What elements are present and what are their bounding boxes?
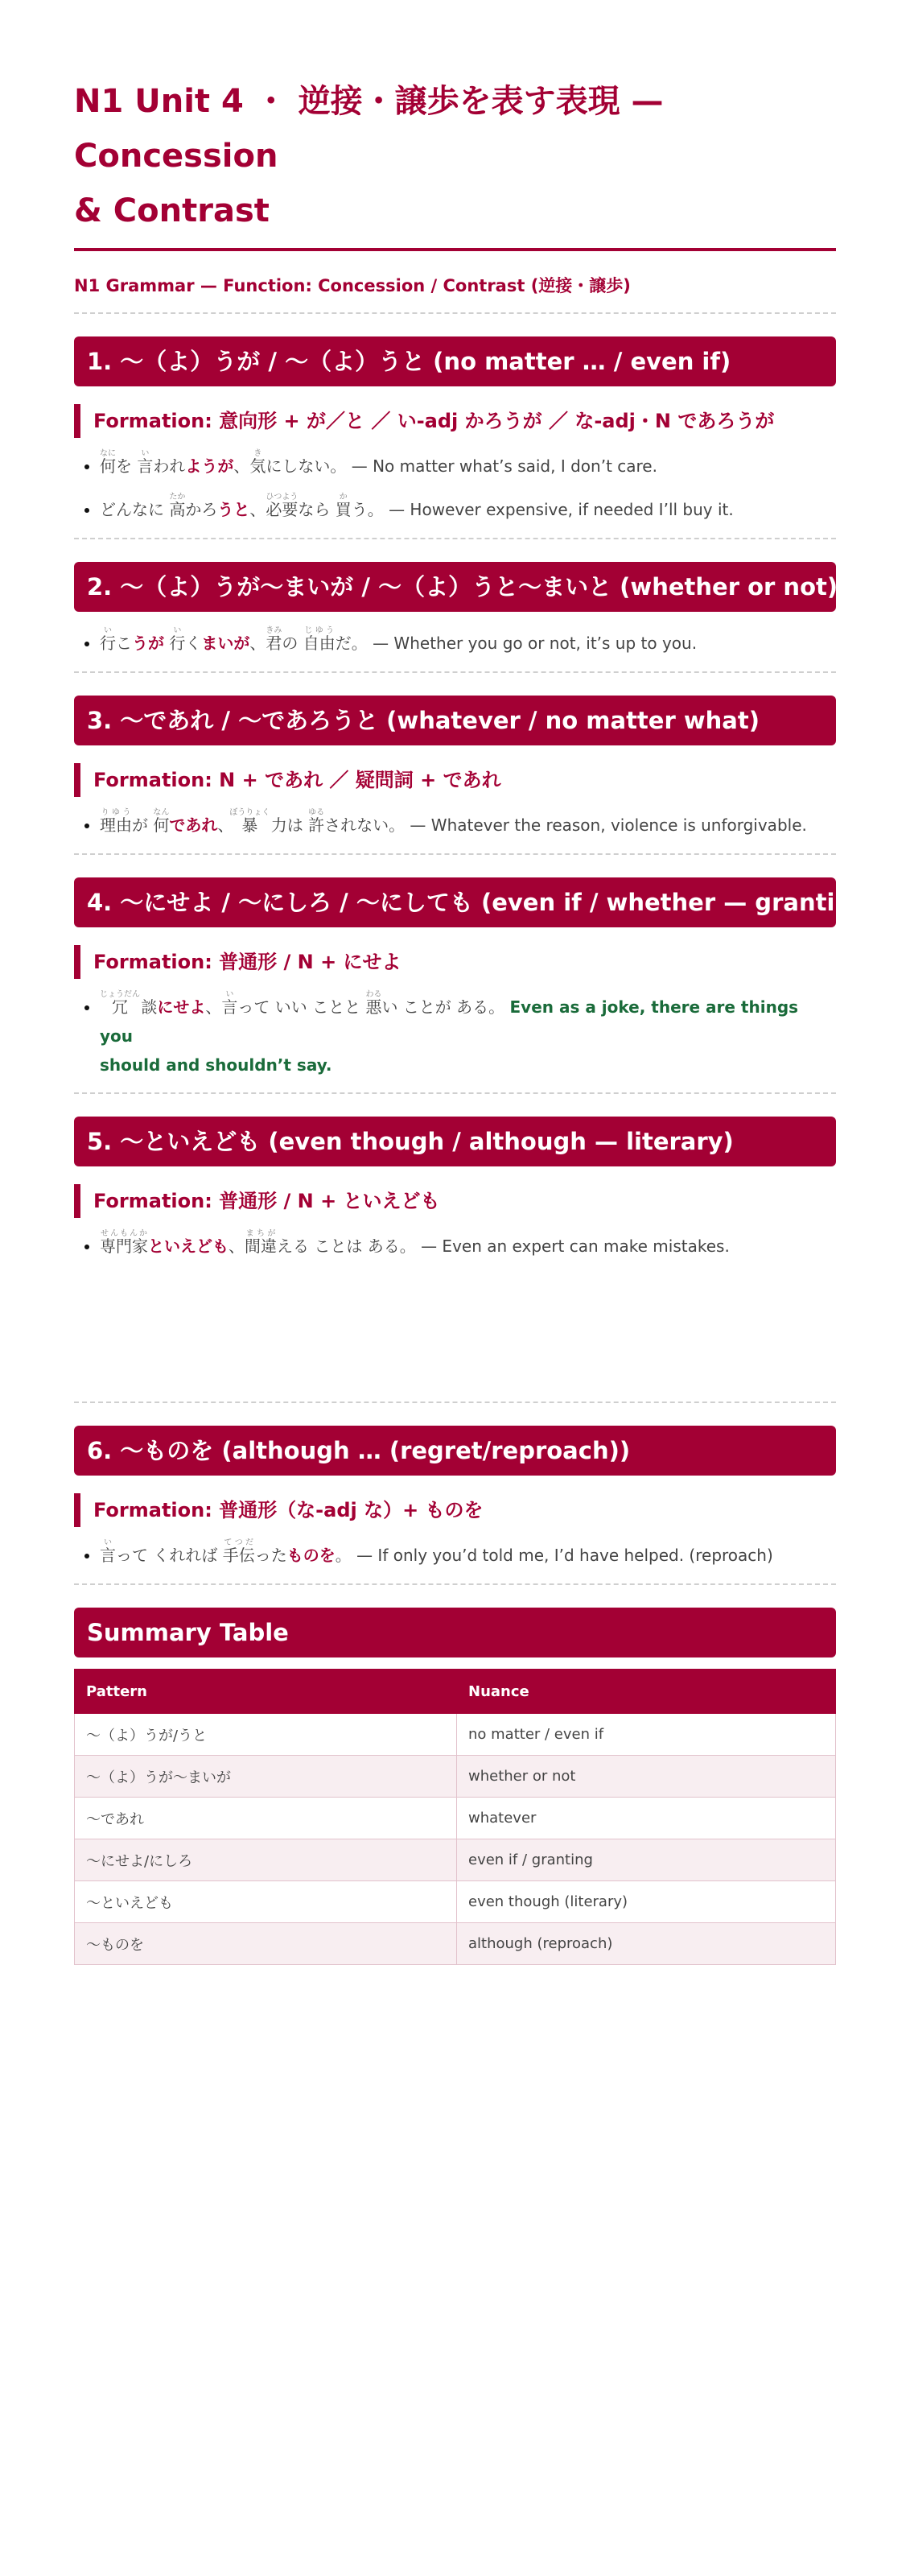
column-header-nuance: Nuance (457, 1670, 836, 1714)
section-5-formation: Formation: 普通形 / N + といえども (74, 1184, 836, 1218)
section-1-formation: Formation: 意向形 + が／と ／ い-adj かろうが ／ な-adj・N であろうが (74, 404, 836, 438)
table-row (75, 1881, 836, 1923)
nuance-cell: whatever (457, 1798, 836, 1839)
divider (74, 312, 836, 314)
translation: should and shouldn’t say. (100, 1055, 332, 1075)
example-sentence: • 何なにを 言いわれようが、気きにしない。 — No matter what’s said, I don’t care. (100, 449, 836, 478)
section-1-examples (74, 449, 836, 522)
example-sentence: • 行いこうが 行いくまいが、君きみの 自由じゆうだ。 — Whether you go or not, it’s up to you. (100, 626, 836, 655)
nuance-cell: no matter / even if (457, 1714, 836, 1756)
pattern-cell: 〜であれ (75, 1798, 457, 1839)
table-header-row (75, 1670, 836, 1714)
page-title: N1 Unit 4 ・ 逆接・譲歩を表す表現 — Concession & Contrast (74, 83, 664, 229)
section-1-heading: 1. 〜（よ）うが / 〜（よ）うと (no matter … / even if) (74, 336, 836, 386)
summary-table (74, 1669, 836, 1965)
section-6-formation: Formation: 普通形（な-adj な）+ ものを (74, 1493, 836, 1527)
table-row (75, 1839, 836, 1881)
section-2-heading: 2. 〜（よ）うが〜まいが / 〜（よ）うと〜まいと (whether or not) (74, 562, 836, 612)
nuance-cell: even if / granting (457, 1839, 836, 1881)
divider (74, 1092, 836, 1094)
table-row (75, 1714, 836, 1756)
section-6-heading: 6. 〜ものを (although … (regret/reproach)) (74, 1426, 836, 1476)
pattern-cell: 〜（よ）うが/うと (75, 1714, 457, 1756)
section-5-examples (74, 1229, 836, 1258)
divider (74, 671, 836, 673)
example-sentence: • 言いって くれれば 手伝てつだったものを。 — If only you’d told me, I’d have helped. (reproach) (100, 1538, 836, 1567)
nuance-cell: even though (literary) (457, 1881, 836, 1923)
section-4-examples (74, 990, 836, 1080)
translation: Even as a joke, there are things you (100, 997, 799, 1046)
column-header-pattern: Pattern (75, 1670, 457, 1714)
table-row (75, 1923, 836, 1965)
pattern-cell: 〜ものを (75, 1923, 457, 1965)
translation: — Whatever the reason, violence is unforgivable. (405, 815, 807, 835)
table-row (75, 1756, 836, 1798)
divider (74, 1583, 836, 1585)
section-3-formation: Formation: N + であれ ／ 疑問詞 + であれ (74, 763, 836, 797)
example-sentence: • 理由りゆうが 何なんであれ、暴ぼうりょく 力は 許ゆるされない。 — Whatever the reason, violence is unforgivable. (100, 808, 836, 837)
divider (74, 538, 836, 539)
section-2-examples (74, 626, 836, 655)
nuance-cell: although (reproach) (457, 1923, 836, 1965)
example-sentence: • 専門家せんもんかといえども、間違まちがえる ことは ある。 — Even an expert can make mistakes. (100, 1229, 836, 1258)
section-3-heading: 3. 〜であれ / 〜であろうと (whatever / no matter what) (74, 696, 836, 745)
translation: — Whether you go or not, it’s up to you. (367, 634, 698, 653)
pattern-cell: 〜にせよ/にしろ (75, 1839, 457, 1881)
table-row (75, 1798, 836, 1839)
divider (74, 1402, 836, 1403)
summary-heading: Summary Table (74, 1608, 836, 1657)
section-5-heading: 5. 〜といえども (even though / although — literary) (74, 1117, 836, 1166)
page-subtitle: N1 Grammar — Function: Concession / Contrast (逆接・譲歩) (74, 276, 631, 295)
divider (74, 853, 836, 855)
translation: — Even an expert can make mistakes. (415, 1236, 730, 1256)
section-6-examples (74, 1538, 836, 1567)
translation: — However expensive, if needed I’ll buy it. (383, 500, 734, 519)
section-4-heading: 4. 〜にせよ / 〜にしろ / 〜にしても (even if / whether — granting) (74, 877, 836, 927)
section-4-formation: Formation: 普通形 / N + にせよ (74, 945, 836, 979)
example-sentence: • どんなに 高たかかろうと、必要ひつようなら 買かう。 — However expensive, if needed I’ll buy it. (100, 493, 836, 522)
title-rule (74, 248, 836, 251)
pattern-cell: 〜といえども (75, 1881, 457, 1923)
translation: — If only you’d told me, I’d have helped. (reproach) (351, 1546, 773, 1565)
pattern-cell: 〜（よ）うが〜まいが (75, 1756, 457, 1798)
nuance-cell: whether or not (457, 1756, 836, 1798)
example-sentence: • 冗じょうだん 談にせよ、言いって いい ことと 悪わるい ことが ある。 Even as a joke, there are things you should and shouldn’t say. (100, 990, 836, 1080)
section-3-examples (74, 808, 836, 837)
translation: — No matter what’s said, I don’t care. (346, 456, 657, 476)
